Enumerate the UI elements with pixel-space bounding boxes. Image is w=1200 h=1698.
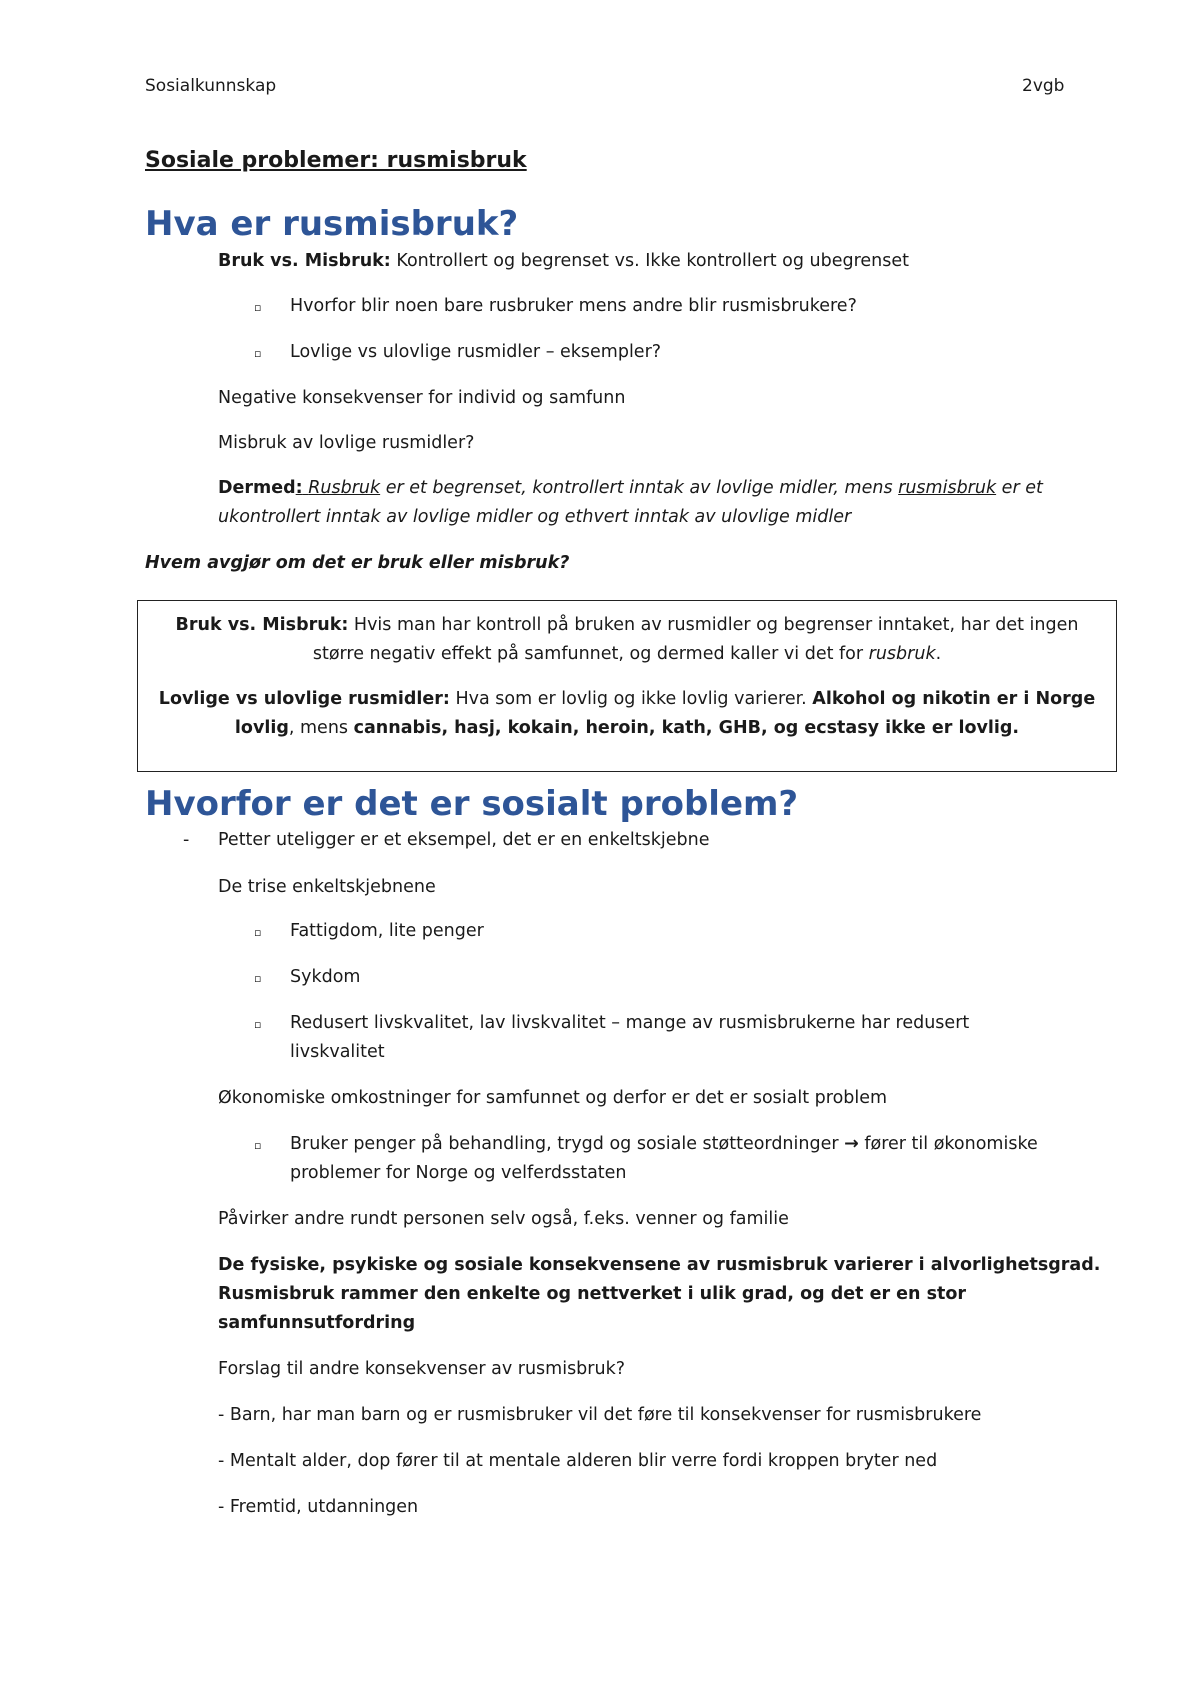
bullet-icon: ▫ — [254, 972, 262, 985]
list-item: Fattigdom, lite penger — [290, 921, 484, 941]
box-italic-rusbruk: rusbruk — [868, 644, 936, 664]
list-item-cont: livskvalitet — [290, 1042, 385, 1062]
bullet-icon: ▫ — [254, 1139, 262, 1152]
dash-marker: - — [183, 830, 190, 850]
box-label-3: Lovlige vs ulovlige rusmidler: — [158, 689, 450, 709]
header-subject: Sosialkunnskap — [145, 76, 277, 96]
paragraph: Økonomiske omkostninger for samfunnet og derfor er det er sosialt problem — [218, 1088, 888, 1108]
box-text-3: Hva som er lovlig og ikke lovlig varierer. — [449, 689, 813, 709]
box-bold-3: Alkohol og nikotin er i Norge — [812, 689, 1096, 709]
list-item-cont: problemer for Norge og velferdsstaten — [290, 1163, 627, 1183]
paragraph: Misbruk av lovlige rusmidler? — [218, 433, 475, 453]
definition-line — [218, 247, 909, 276]
box-bold-4b: cannabis, hasj, kokain, heroin, kath, GHB, og ecstasy ikke er lovlig. — [353, 718, 1020, 738]
dermed-end: er et — [996, 478, 1043, 498]
paragraph: Påvirker andre rundt personen selv også, f.eks. venner og familie — [218, 1209, 789, 1229]
list-item: Sykdom — [290, 967, 361, 987]
box-text-1: Hvis man har kontroll på bruken av rusmidler og begrenser inntaket, har det ingen — [348, 615, 1079, 635]
section-heading-1: Hva er rusmisbruk? — [145, 204, 519, 244]
list-item: Redusert livskvalitet, lav livskvalitet – mange av rusmisbrukerne har redusert — [290, 1013, 970, 1033]
term-rusmisbruk: rusmisbruk — [898, 478, 997, 498]
paragraph: Negative konsekvenser for individ og samfunn — [218, 388, 626, 408]
definition-text: Kontrollert og begrenset vs. Ikke kontrollert og ubegrenset — [390, 251, 910, 271]
box-label-1: Bruk vs. Misbruk: — [175, 615, 349, 635]
box-line-4 — [138, 714, 1116, 743]
box-bold-4a: lovlig — [234, 718, 289, 738]
bullet4-text-b: fører til økonomiske — [858, 1134, 1038, 1154]
bold-paragraph-line: samfunnsutfordring — [218, 1313, 416, 1333]
consequence-item: - Fremtid, utdanningen — [218, 1497, 419, 1517]
list-item: Hvorfor blir noen bare rusbruker mens andre blir rusmisbrukere? — [290, 296, 857, 316]
arrow-icon: → — [844, 1134, 859, 1154]
definition-label: Bruk vs. Misbruk: — [218, 251, 391, 271]
bullet-icon: ▫ — [254, 301, 262, 314]
document-title: Sosiale problemer: rusmisbruk — [145, 148, 527, 173]
bullet-icon: ▫ — [254, 926, 262, 939]
list-item: Lovlige vs ulovlige rusmidler – eksempler? — [290, 342, 662, 362]
box-line-2 — [138, 640, 1116, 669]
paragraph: Forslag til andre konsekvenser av rusmisbruk? — [218, 1359, 626, 1379]
summary-box — [137, 600, 1117, 772]
box-text-2: større negativ effekt på samfunnet, og dermed kaller vi det for — [312, 644, 869, 664]
bold-paragraph-line: De fysiske, psykiske og sosiale konsekvensene av rusmisbruk varierer i alvorlighetsgrad. — [218, 1255, 1101, 1275]
consequence-item: - Mentalt alder, dop fører til at mentale alderen blir verre fordi kroppen bryter ned — [218, 1451, 938, 1471]
dermed-label: Dermed — [218, 478, 296, 498]
box-text-2-end: . — [935, 644, 942, 664]
dermed-colon: : — [295, 478, 303, 498]
term-rusbruk: Rusbruk — [308, 478, 381, 498]
question: Hvem avgjør om det er bruk eller misbruk? — [145, 553, 570, 573]
dermed-line-2: ukontrollert inntak av lovlige midler og ethvert inntak av ulovlige midler — [218, 507, 852, 527]
header-class: 2vgb — [1022, 76, 1065, 96]
paragraph: De trise enkeltskjebnene — [218, 877, 436, 897]
dermed-middle: er et begrenset, kontrollert inntak av lovlige midler, mens — [380, 478, 899, 498]
bullet-icon: ▫ — [254, 1018, 262, 1031]
consequence-item: - Barn, har man barn og er rusmisbruker vil det føre til konsekvenser for rusmisbrukere — [218, 1405, 982, 1425]
dermed-line-1 — [218, 474, 1043, 503]
bullet4-text-a: Bruker penger på behandling, trygd og sosiale støtteordninger — [290, 1134, 845, 1154]
box-line-3 — [138, 685, 1116, 714]
list-item — [290, 1130, 1038, 1159]
dash-item: Petter uteligger er et eksempel, det er en enkeltskjebne — [218, 830, 710, 850]
bold-paragraph-line: Rusmisbruk rammer den enkelte og nettverket i ulik grad, og det er en stor — [218, 1284, 967, 1304]
bullet-icon: ▫ — [254, 347, 262, 360]
box-line-1 — [138, 611, 1116, 640]
box-text-4: , mens — [288, 718, 354, 738]
section-heading-2: Hvorfor er det er sosialt problem? — [145, 784, 799, 824]
